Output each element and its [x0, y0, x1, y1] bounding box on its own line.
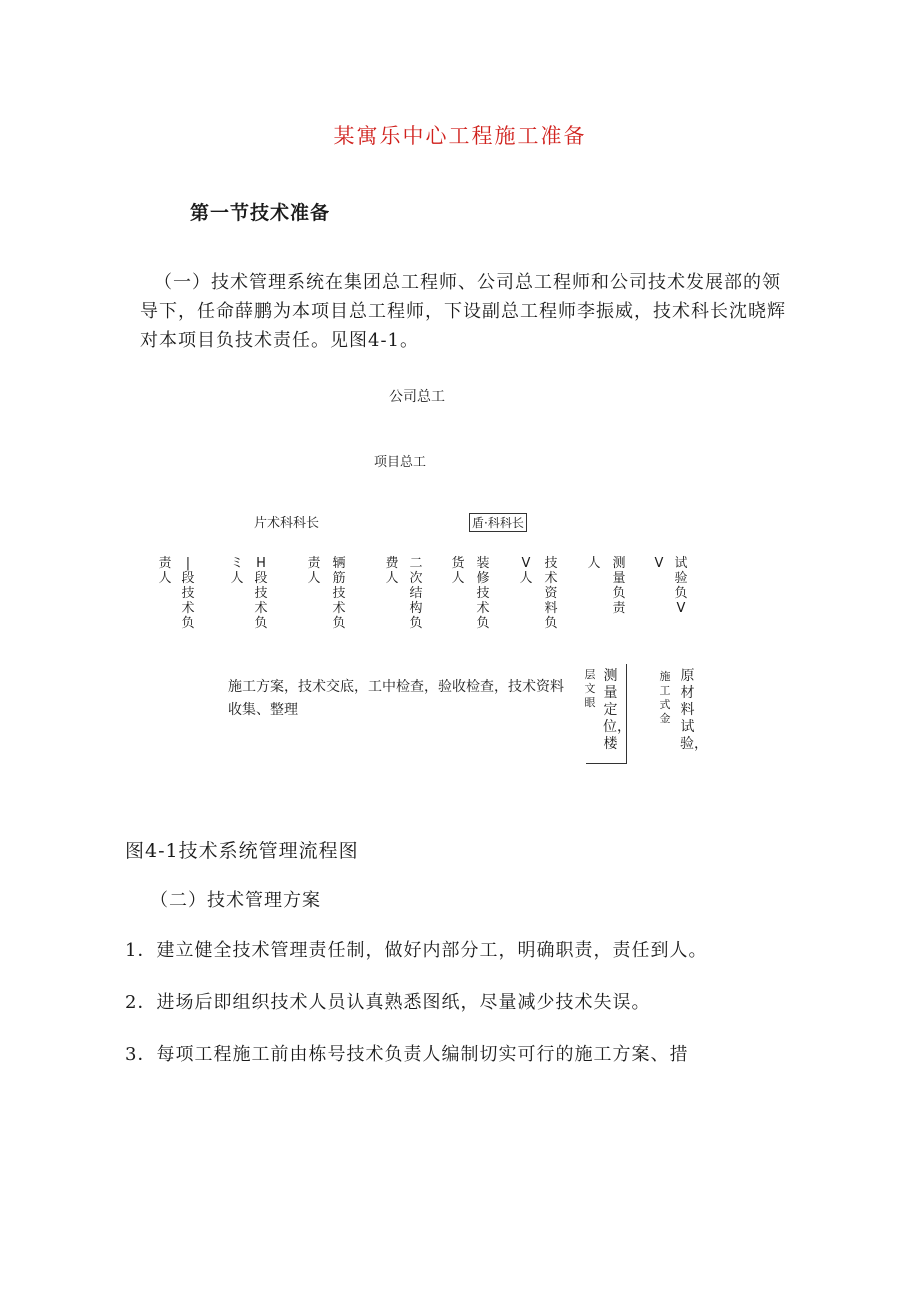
list-item-1: 1．建立健全技术管理责任制，做好内部分工，明确职责，责任到人。: [125, 940, 708, 961]
section-heading: 第一节技术准备: [190, 202, 331, 224]
list-item-2: 2．进场后即组织技术人员认真熟悉图纸，尽量减少技术失误。: [125, 992, 651, 1013]
chart-node-project-chief: 项目总工: [374, 455, 427, 470]
chart-role-4: 责人: [307, 556, 321, 586]
chart-role-9: 装修技术负: [476, 556, 490, 631]
figure-caption: 图4-1技术系统管理流程图: [125, 840, 359, 862]
chart-role-2: ミ人: [230, 556, 244, 586]
chart-role-8: 货人: [451, 556, 465, 586]
chart-role-0: 责人: [158, 556, 172, 586]
chart-role-6: 费人: [385, 556, 399, 586]
intro-paragraph-text: （一）技术管理系统在集团总工程师、公司总工程师和公司技术发展部的领导下，任命薛鹏为本项目总工程师，下设副总工程师李振威，技术科长沈晓辉对本项目负技术责任。见图4-1。: [140, 272, 786, 351]
list-item-3: 3．每项工程施工前由栋号技术负责人编制切实可行的施工方案、措: [125, 1044, 689, 1065]
document-title: 某寓乐中心工程施工准备: [333, 124, 587, 148]
chart-tasks-text: 施工方案，技术交底，工中检查，验收检查，技术资料收集、整理: [228, 679, 564, 718]
chart-role-12: 人: [587, 556, 601, 571]
chart-role-10: V人: [519, 556, 533, 586]
chart-node-company-chief: 公司总工: [389, 389, 445, 405]
chart-role-11: 技术资料负: [544, 556, 558, 631]
subsection-heading: （二）技术管理方案: [150, 890, 321, 911]
chart-survey-main: 测量定位，楼: [603, 668, 631, 752]
chart-role-3: H段技术负: [254, 556, 268, 631]
chart-role-13: 测量负责: [612, 556, 626, 616]
chart-role-5: 辆筋技术负: [332, 556, 346, 631]
chart-role-15: 试验负V: [674, 556, 688, 616]
chart-survey-small: 层文眼: [584, 668, 596, 709]
intro-paragraph: [140, 268, 790, 355]
chart-role-7: 二次结构负: [409, 556, 423, 631]
chart-test-main: 原材料试验，: [680, 668, 708, 752]
chart-node-right-section-chief: 盾·科科长: [469, 513, 527, 532]
chart-node-left-section-chief: 片术科科长: [254, 516, 320, 531]
chart-role-1: |段技术负: [181, 556, 195, 631]
chart-test-small: 施工式金: [659, 670, 671, 725]
chart-role-14: V: [654, 556, 664, 571]
